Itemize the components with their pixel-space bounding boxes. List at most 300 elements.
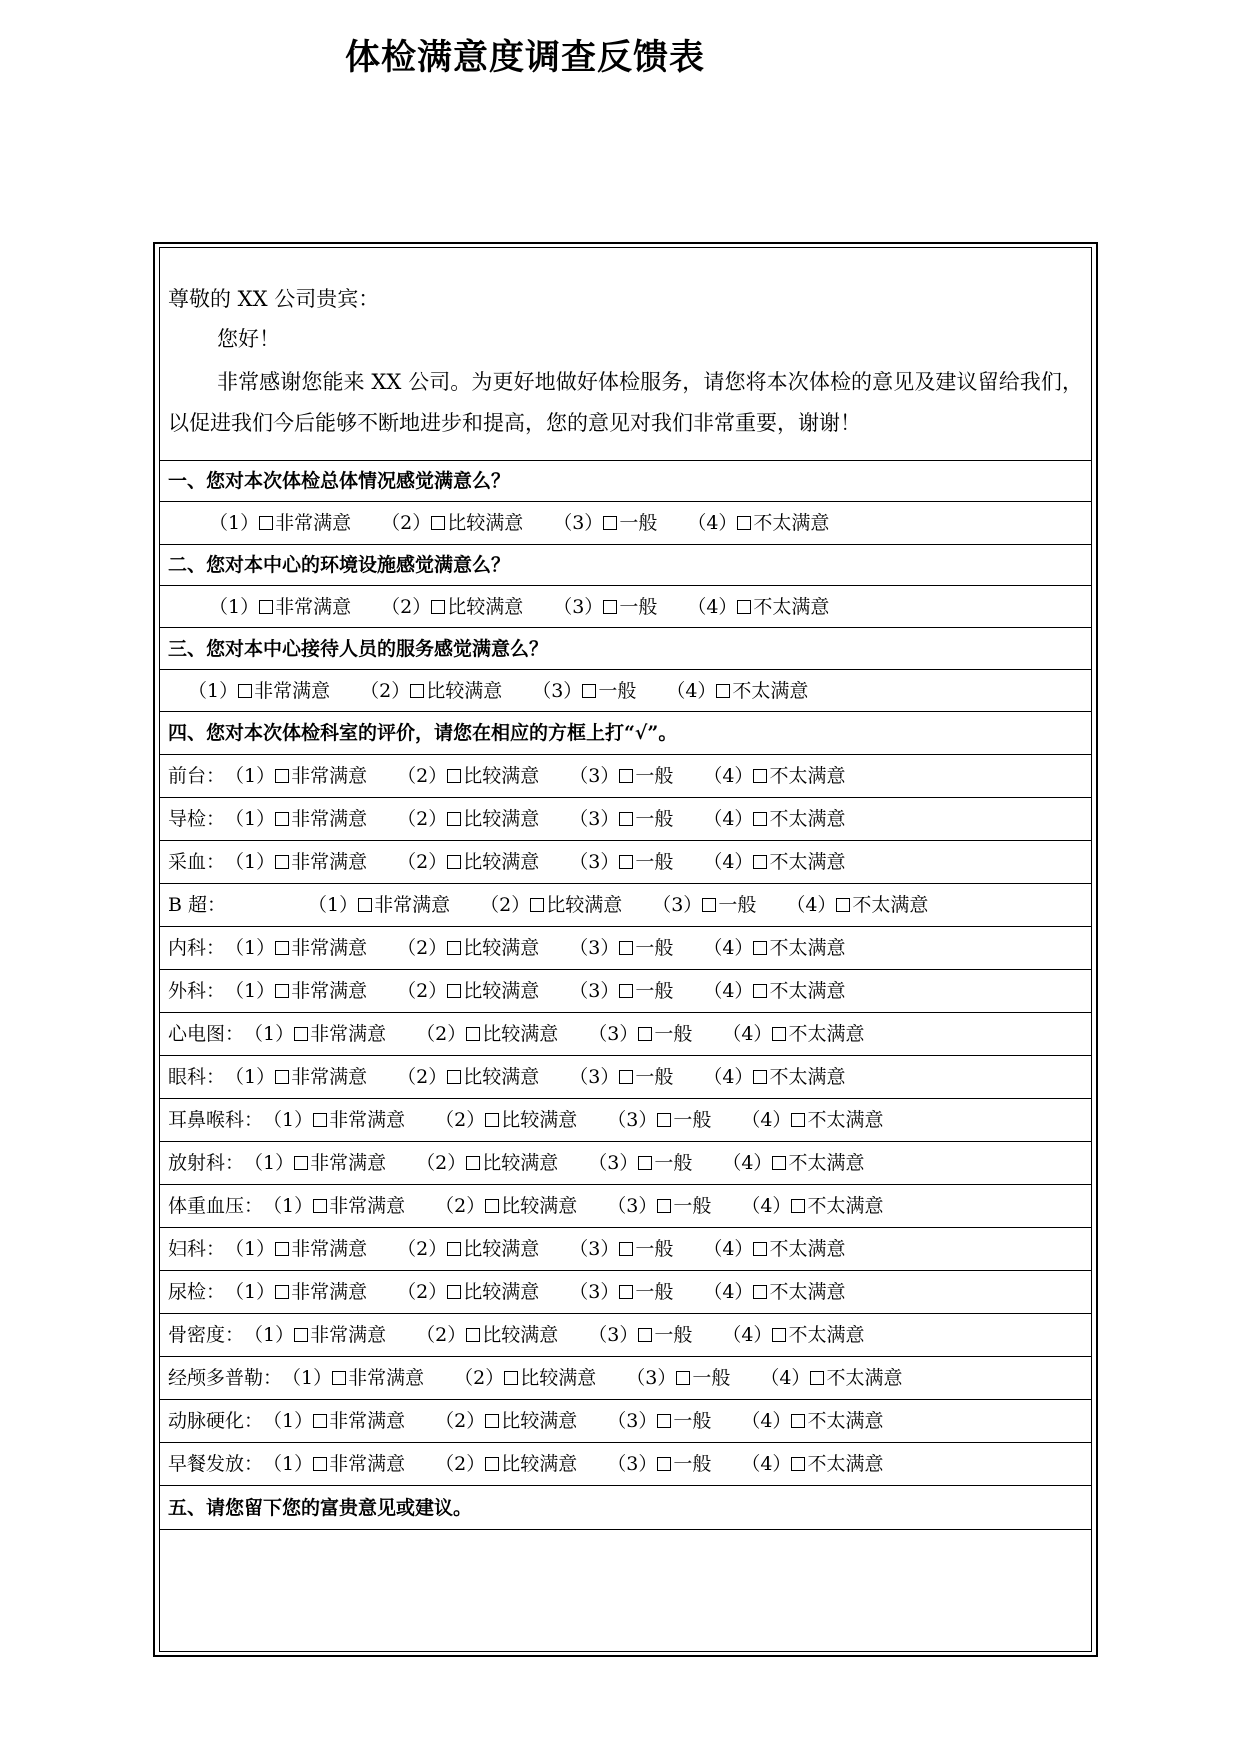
option-number: （4） bbox=[703, 851, 754, 873]
option-1 bbox=[225, 755, 367, 798]
checkbox[interactable] bbox=[275, 1285, 289, 1299]
checkbox[interactable] bbox=[619, 1070, 633, 1084]
checkbox[interactable] bbox=[791, 1457, 805, 1471]
department-row bbox=[160, 1314, 1091, 1357]
checkbox[interactable] bbox=[466, 1027, 480, 1041]
department-row bbox=[160, 970, 1091, 1013]
option-1 bbox=[225, 798, 367, 841]
survey-form bbox=[159, 247, 1092, 1652]
option-label: 不太满意 bbox=[769, 1281, 846, 1303]
checkbox[interactable] bbox=[447, 1242, 461, 1256]
option-number: （1） bbox=[188, 680, 239, 702]
option-number: （2） bbox=[435, 1195, 486, 1217]
intro-section bbox=[160, 248, 1091, 461]
option-2 bbox=[435, 1443, 577, 1486]
option-3 bbox=[553, 586, 657, 628]
option-3 bbox=[569, 755, 673, 798]
option-2 bbox=[397, 1056, 539, 1099]
option-number: （2） bbox=[416, 1023, 467, 1045]
option-number: （2） bbox=[416, 1324, 467, 1346]
option-number: （3） bbox=[569, 851, 620, 873]
department-name: 导检： bbox=[168, 808, 226, 830]
option-label: 非常满意 bbox=[291, 1281, 368, 1303]
option-label: 非常满意 bbox=[254, 680, 331, 702]
option-3 bbox=[607, 1400, 711, 1443]
checkbox[interactable] bbox=[619, 855, 633, 869]
option-number: （2） bbox=[454, 1367, 505, 1389]
option-2 bbox=[397, 1271, 539, 1314]
option-1 bbox=[244, 1013, 386, 1056]
checkbox[interactable] bbox=[638, 1156, 652, 1170]
greeting-text: 尊敬的 XX 公司贵宾： bbox=[168, 287, 380, 311]
checkbox[interactable] bbox=[313, 1113, 327, 1127]
checkbox[interactable] bbox=[447, 941, 461, 955]
option-number: （1） bbox=[225, 808, 276, 830]
option-number: （2） bbox=[397, 937, 448, 959]
checkbox[interactable] bbox=[657, 1113, 671, 1127]
option-label: 不太满意 bbox=[788, 1324, 865, 1346]
option-number: （1） bbox=[282, 1367, 333, 1389]
option-label: 非常满意 bbox=[291, 765, 368, 787]
checkbox[interactable] bbox=[294, 1027, 308, 1041]
question-1-options bbox=[160, 502, 1091, 545]
option-number: （2） bbox=[397, 1281, 448, 1303]
checkbox[interactable] bbox=[275, 855, 289, 869]
checkbox[interactable] bbox=[504, 1371, 518, 1385]
checkbox[interactable] bbox=[485, 1414, 499, 1428]
option-4 bbox=[703, 1056, 845, 1099]
checkbox[interactable] bbox=[447, 855, 461, 869]
department-name: 经颅多普勒： bbox=[168, 1367, 283, 1389]
option-2 bbox=[397, 1228, 539, 1271]
option-2 bbox=[397, 970, 539, 1013]
option-number: （2） bbox=[397, 1066, 448, 1088]
option-2 bbox=[360, 670, 502, 712]
option-1 bbox=[244, 1314, 386, 1357]
option-label: 比较满意 bbox=[463, 1066, 540, 1088]
option-4 bbox=[703, 798, 845, 841]
option-number: （2） bbox=[397, 1238, 448, 1260]
option-label: 一般 bbox=[654, 1023, 693, 1045]
option-2 bbox=[381, 502, 523, 545]
option-3 bbox=[569, 1271, 673, 1314]
option-number: （3） bbox=[569, 937, 620, 959]
checkbox[interactable] bbox=[603, 516, 617, 530]
checkbox[interactable] bbox=[431, 600, 445, 614]
checkbox[interactable] bbox=[431, 516, 445, 530]
department-row bbox=[160, 1185, 1091, 1228]
option-label: 比较满意 bbox=[501, 1195, 578, 1217]
checkbox[interactable] bbox=[753, 855, 767, 869]
checkbox[interactable] bbox=[313, 1457, 327, 1471]
option-label: 非常满意 bbox=[291, 1238, 368, 1260]
option-number: （2） bbox=[397, 851, 448, 873]
option-label: 不太满意 bbox=[769, 765, 846, 787]
department-row bbox=[160, 927, 1091, 970]
option-4 bbox=[703, 1271, 845, 1314]
checkbox[interactable] bbox=[619, 984, 633, 998]
option-label: 非常满意 bbox=[310, 1152, 387, 1174]
question-1 bbox=[160, 461, 1091, 502]
option-label: 不太满意 bbox=[769, 808, 846, 830]
question-label: 四、您对本次体检科室的评价，请您在相应的方框上打“√”。 bbox=[168, 722, 678, 744]
option-label: 一般 bbox=[718, 894, 757, 916]
option-4 bbox=[741, 1099, 883, 1142]
checkbox[interactable] bbox=[485, 1199, 499, 1213]
option-number: （3） bbox=[607, 1109, 658, 1131]
option-label: 一般 bbox=[635, 1066, 674, 1088]
option-number: （2） bbox=[435, 1453, 486, 1475]
checkbox[interactable] bbox=[753, 941, 767, 955]
option-2 bbox=[435, 1185, 577, 1228]
option-3 bbox=[652, 884, 756, 927]
option-label: 一般 bbox=[654, 1324, 693, 1346]
option-4 bbox=[760, 1357, 902, 1400]
checkbox[interactable] bbox=[791, 1113, 805, 1127]
option-number: （4） bbox=[703, 1238, 754, 1260]
option-label: 比较满意 bbox=[482, 1324, 559, 1346]
department-row bbox=[160, 1271, 1091, 1314]
option-3 bbox=[569, 927, 673, 970]
option-label: 非常满意 bbox=[329, 1410, 406, 1432]
checkbox[interactable] bbox=[772, 1156, 786, 1170]
option-number: （4） bbox=[703, 808, 754, 830]
option-label: 比较满意 bbox=[463, 980, 540, 1002]
checkbox[interactable] bbox=[294, 1156, 308, 1170]
checkbox[interactable] bbox=[737, 600, 751, 614]
option-1 bbox=[225, 927, 367, 970]
checkbox[interactable] bbox=[619, 1242, 633, 1256]
option-3 bbox=[588, 1013, 692, 1056]
option-label: 非常满意 bbox=[275, 596, 352, 618]
checkbox[interactable] bbox=[259, 516, 273, 530]
department-name: B 超： bbox=[168, 894, 227, 916]
checkbox[interactable] bbox=[259, 600, 273, 614]
department-row bbox=[160, 1357, 1091, 1400]
option-3 bbox=[569, 798, 673, 841]
option-number: （2） bbox=[397, 808, 448, 830]
department-row bbox=[160, 1400, 1091, 1443]
option-label: 比较满意 bbox=[501, 1109, 578, 1131]
checkbox[interactable] bbox=[753, 1070, 767, 1084]
question-3-options bbox=[160, 670, 1091, 712]
option-number: （1） bbox=[225, 937, 276, 959]
checkbox[interactable] bbox=[275, 1242, 289, 1256]
option-1 bbox=[188, 670, 330, 712]
option-label: 不太满意 bbox=[807, 1453, 884, 1475]
option-label: 非常满意 bbox=[329, 1453, 406, 1475]
option-3 bbox=[569, 1228, 673, 1271]
option-label: 非常满意 bbox=[275, 512, 352, 534]
checkbox[interactable] bbox=[447, 984, 461, 998]
checkbox[interactable] bbox=[753, 1285, 767, 1299]
option-label: 非常满意 bbox=[291, 851, 368, 873]
option-number: （3） bbox=[569, 808, 620, 830]
option-number: （3） bbox=[553, 512, 604, 534]
checkbox[interactable] bbox=[702, 898, 716, 912]
option-4 bbox=[722, 1013, 864, 1056]
checkbox[interactable] bbox=[753, 984, 767, 998]
option-number: （3） bbox=[588, 1152, 639, 1174]
option-number: （1） bbox=[244, 1023, 295, 1045]
option-label: 非常满意 bbox=[291, 937, 368, 959]
checkbox[interactable] bbox=[772, 1328, 786, 1342]
checkbox[interactable] bbox=[810, 1371, 824, 1385]
option-number: （1） bbox=[225, 1238, 276, 1260]
option-3 bbox=[607, 1185, 711, 1228]
option-3 bbox=[569, 1056, 673, 1099]
checkbox[interactable] bbox=[332, 1371, 346, 1385]
option-label: 非常满意 bbox=[291, 808, 368, 830]
checkbox[interactable] bbox=[791, 1414, 805, 1428]
option-label: 一般 bbox=[673, 1109, 712, 1131]
option-3 bbox=[588, 1142, 692, 1185]
option-4 bbox=[666, 670, 808, 712]
option-4 bbox=[703, 970, 845, 1013]
option-label: 一般 bbox=[635, 808, 674, 830]
option-number: （1） bbox=[308, 894, 359, 916]
department-row bbox=[160, 798, 1091, 841]
checkbox[interactable] bbox=[737, 516, 751, 530]
option-1 bbox=[282, 1357, 424, 1400]
checkbox[interactable] bbox=[275, 812, 289, 826]
department-name: 体重血压： bbox=[168, 1195, 264, 1217]
question-2 bbox=[160, 545, 1091, 586]
option-label: 非常满意 bbox=[310, 1023, 387, 1045]
checkbox[interactable] bbox=[619, 1285, 633, 1299]
option-label: 比较满意 bbox=[501, 1453, 578, 1475]
checkbox[interactable] bbox=[582, 684, 596, 698]
option-3 bbox=[569, 970, 673, 1013]
department-name: 前台： bbox=[168, 765, 226, 787]
option-label: 比较满意 bbox=[463, 765, 540, 787]
option-1 bbox=[263, 1400, 405, 1443]
question-3 bbox=[160, 628, 1091, 670]
option-number: （4） bbox=[666, 680, 717, 702]
question-2-options bbox=[160, 586, 1091, 628]
option-1 bbox=[263, 1443, 405, 1486]
option-number: （4） bbox=[741, 1109, 792, 1131]
checkbox[interactable] bbox=[638, 1328, 652, 1342]
option-1 bbox=[225, 970, 367, 1013]
option-number: （3） bbox=[588, 1023, 639, 1045]
option-label: 非常满意 bbox=[374, 894, 451, 916]
option-number: （2） bbox=[435, 1109, 486, 1131]
option-1 bbox=[225, 1228, 367, 1271]
option-3 bbox=[553, 502, 657, 545]
option-number: （1） bbox=[263, 1109, 314, 1131]
option-label: 比较满意 bbox=[546, 894, 623, 916]
option-label: 不太满意 bbox=[788, 1023, 865, 1045]
checkbox[interactable] bbox=[466, 1156, 480, 1170]
option-label: 比较满意 bbox=[501, 1410, 578, 1432]
department-name: 动脉硬化： bbox=[168, 1410, 264, 1432]
option-label: 非常满意 bbox=[310, 1324, 387, 1346]
option-number: （1） bbox=[225, 1066, 276, 1088]
option-number: （3） bbox=[607, 1410, 658, 1432]
checkbox[interactable] bbox=[836, 898, 850, 912]
checkbox[interactable] bbox=[676, 1371, 690, 1385]
option-number: （1） bbox=[244, 1152, 295, 1174]
option-3 bbox=[607, 1099, 711, 1142]
checkbox[interactable] bbox=[447, 1285, 461, 1299]
option-label: 不太满意 bbox=[788, 1152, 865, 1174]
option-2 bbox=[397, 755, 539, 798]
option-2 bbox=[416, 1013, 558, 1056]
checkbox[interactable] bbox=[657, 1199, 671, 1213]
checkbox[interactable] bbox=[313, 1199, 327, 1213]
option-label: 一般 bbox=[635, 937, 674, 959]
checkbox[interactable] bbox=[657, 1457, 671, 1471]
option-label: 一般 bbox=[635, 980, 674, 1002]
option-1 bbox=[308, 884, 450, 927]
option-1 bbox=[225, 1056, 367, 1099]
department-name: 眼科： bbox=[168, 1066, 226, 1088]
option-number: （4） bbox=[703, 937, 754, 959]
question-label: 二、您对本中心的环境设施感觉满意么？ bbox=[168, 554, 511, 576]
option-number: （3） bbox=[569, 1281, 620, 1303]
department-name: 放射科： bbox=[168, 1152, 245, 1174]
option-label: 一般 bbox=[635, 1281, 674, 1303]
option-label: 不太满意 bbox=[807, 1109, 884, 1131]
option-label: 不太满意 bbox=[769, 980, 846, 1002]
option-label: 比较满意 bbox=[482, 1023, 559, 1045]
option-1 bbox=[209, 502, 351, 545]
department-row bbox=[160, 1056, 1091, 1099]
checkbox[interactable] bbox=[619, 769, 633, 783]
option-4 bbox=[703, 1228, 845, 1271]
comment-area[interactable] bbox=[160, 1530, 1091, 1651]
department-row bbox=[160, 1099, 1091, 1142]
option-label: 一般 bbox=[654, 1152, 693, 1174]
option-1 bbox=[244, 1142, 386, 1185]
option-label: 一般 bbox=[598, 680, 637, 702]
checkbox[interactable] bbox=[358, 898, 372, 912]
department-name: 骨密度： bbox=[168, 1324, 245, 1346]
checkbox[interactable] bbox=[753, 1242, 767, 1256]
option-1 bbox=[263, 1099, 405, 1142]
checkbox[interactable] bbox=[772, 1027, 786, 1041]
option-label: 不太满意 bbox=[807, 1410, 884, 1432]
option-label: 比较满意 bbox=[447, 596, 524, 618]
checkbox[interactable] bbox=[275, 941, 289, 955]
department-row bbox=[160, 1013, 1091, 1056]
checkbox[interactable] bbox=[447, 1070, 461, 1084]
checkbox[interactable] bbox=[485, 1113, 499, 1127]
option-label: 一般 bbox=[619, 596, 658, 618]
option-2 bbox=[480, 884, 622, 927]
checkbox[interactable] bbox=[603, 600, 617, 614]
option-number: （4） bbox=[741, 1453, 792, 1475]
option-number: （1） bbox=[263, 1195, 314, 1217]
checkbox[interactable] bbox=[275, 1070, 289, 1084]
option-1 bbox=[209, 586, 351, 628]
option-2 bbox=[397, 927, 539, 970]
checkbox[interactable] bbox=[313, 1414, 327, 1428]
option-number: （4） bbox=[760, 1367, 811, 1389]
checkbox[interactable] bbox=[638, 1027, 652, 1041]
option-2 bbox=[416, 1142, 558, 1185]
option-2 bbox=[397, 798, 539, 841]
checkbox[interactable] bbox=[410, 684, 424, 698]
checkbox[interactable] bbox=[485, 1457, 499, 1471]
checkbox[interactable] bbox=[275, 984, 289, 998]
option-label: 不太满意 bbox=[753, 512, 830, 534]
option-3 bbox=[626, 1357, 730, 1400]
option-number: （4） bbox=[703, 980, 754, 1002]
checkbox[interactable] bbox=[619, 941, 633, 955]
department-name: 采血： bbox=[168, 851, 226, 873]
option-label: 比较满意 bbox=[463, 1238, 540, 1260]
option-4 bbox=[687, 502, 829, 545]
option-number: （3） bbox=[652, 894, 703, 916]
checkbox[interactable] bbox=[753, 812, 767, 826]
department-row bbox=[160, 755, 1091, 798]
option-number: （1） bbox=[225, 1281, 276, 1303]
department-name: 妇科： bbox=[168, 1238, 226, 1260]
question-4 bbox=[160, 712, 1091, 755]
option-label: 非常满意 bbox=[348, 1367, 425, 1389]
checkbox[interactable] bbox=[791, 1199, 805, 1213]
option-4 bbox=[741, 1400, 883, 1443]
checkbox[interactable] bbox=[530, 898, 544, 912]
option-2 bbox=[381, 586, 523, 628]
question-5 bbox=[160, 1487, 1091, 1530]
option-number: （1） bbox=[209, 512, 260, 534]
department-row bbox=[160, 841, 1091, 884]
option-number: （4） bbox=[741, 1410, 792, 1432]
checkbox[interactable] bbox=[657, 1414, 671, 1428]
option-label: 比较满意 bbox=[520, 1367, 597, 1389]
option-number: （3） bbox=[607, 1453, 658, 1475]
option-4 bbox=[703, 755, 845, 798]
option-number: （2） bbox=[397, 765, 448, 787]
option-number: （3） bbox=[607, 1195, 658, 1217]
option-number: （1） bbox=[244, 1324, 295, 1346]
department-row bbox=[160, 1142, 1091, 1185]
hello-text: 您好！ bbox=[217, 327, 280, 351]
option-label: 非常满意 bbox=[329, 1195, 406, 1217]
checkbox[interactable] bbox=[275, 769, 289, 783]
option-number: （1） bbox=[209, 596, 260, 618]
option-label: 比较满意 bbox=[482, 1152, 559, 1174]
option-label: 一般 bbox=[673, 1410, 712, 1432]
checkbox[interactable] bbox=[447, 812, 461, 826]
checkbox[interactable] bbox=[619, 812, 633, 826]
department-row bbox=[160, 1228, 1091, 1271]
checkbox[interactable] bbox=[753, 769, 767, 783]
option-label: 不太满意 bbox=[732, 680, 809, 702]
question-label: 五、请您留下您的富贵意见或建议。 bbox=[168, 1497, 473, 1519]
option-4 bbox=[741, 1443, 883, 1486]
option-number: （1） bbox=[225, 851, 276, 873]
department-name: 尿检： bbox=[168, 1281, 226, 1303]
option-label: 不太满意 bbox=[753, 596, 830, 618]
question-label: 三、您对本中心接待人员的服务感觉满意么？ bbox=[168, 638, 549, 660]
option-label: 不太满意 bbox=[769, 1066, 846, 1088]
checkbox[interactable] bbox=[716, 684, 730, 698]
checkbox[interactable] bbox=[238, 684, 252, 698]
checkbox[interactable] bbox=[447, 769, 461, 783]
option-number: （4） bbox=[687, 512, 738, 534]
option-number: （4） bbox=[722, 1152, 773, 1174]
checkbox[interactable] bbox=[466, 1328, 480, 1342]
option-2 bbox=[416, 1314, 558, 1357]
option-label: 不太满意 bbox=[769, 851, 846, 873]
option-2 bbox=[435, 1400, 577, 1443]
option-label: 一般 bbox=[673, 1453, 712, 1475]
checkbox[interactable] bbox=[294, 1328, 308, 1342]
